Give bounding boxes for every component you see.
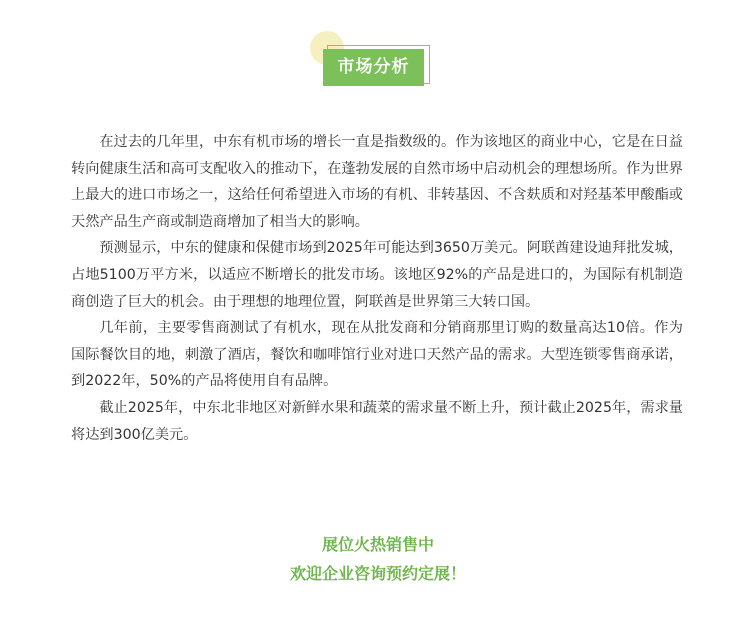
cta-line-sales: 展位火热销售中: [321, 535, 434, 554]
article-paragraph: 在过去的几年里，中东有机市场的增长一直是指数级的。作为该地区的商业中心，它是在日益转向健康生活和高可支配收入的推动下，在蓬勃发展的自然市场中启动机会的理想场所。作为世界上最大的进口市场之一，这给任何希望进入市场的有机、非转基因、不含麸质和对羟基苯甲酸酯或天然产品生产商或制造商增加了相当大的影响。: [71, 134, 683, 230]
article-paragraph: 几年前，主要零售商测试了有机水，现在从批发商和分销商那里订购的数量高达10倍。作为国际餐饮目的地，刺激了酒店，餐饮和咖啡馆行业对进口天然产品的需求。大型连锁零售商承诺，到2022年，50%的产品将使用自有品牌。: [71, 320, 683, 390]
call-to-action: [0, 530, 756, 588]
cta-line-consult: 欢迎企业咨询预约定展！: [289, 564, 466, 583]
section-header: [0, 0, 756, 100]
article-paragraph: 截止2025年，中东北非地区对新鲜水果和蔬菜的需求量不断上升，预计截止2025年，需求量将达到300亿美元。: [71, 399, 683, 443]
section-title-badge: 市场分析: [323, 49, 424, 86]
article-body: [71, 129, 683, 448]
article-paragraph: 预测显示，中东的健康和保健市场到2025年可能达到3650万美元。阿联酋建设迪拜批发城，占地5100万平方米，以适应不断增长的批发市场。该地区92%的产品是进口的，为国际有机制造商创造了巨大的机会。由于理想的地理位置，阿联酋是世界第三大转口国。: [71, 240, 683, 310]
